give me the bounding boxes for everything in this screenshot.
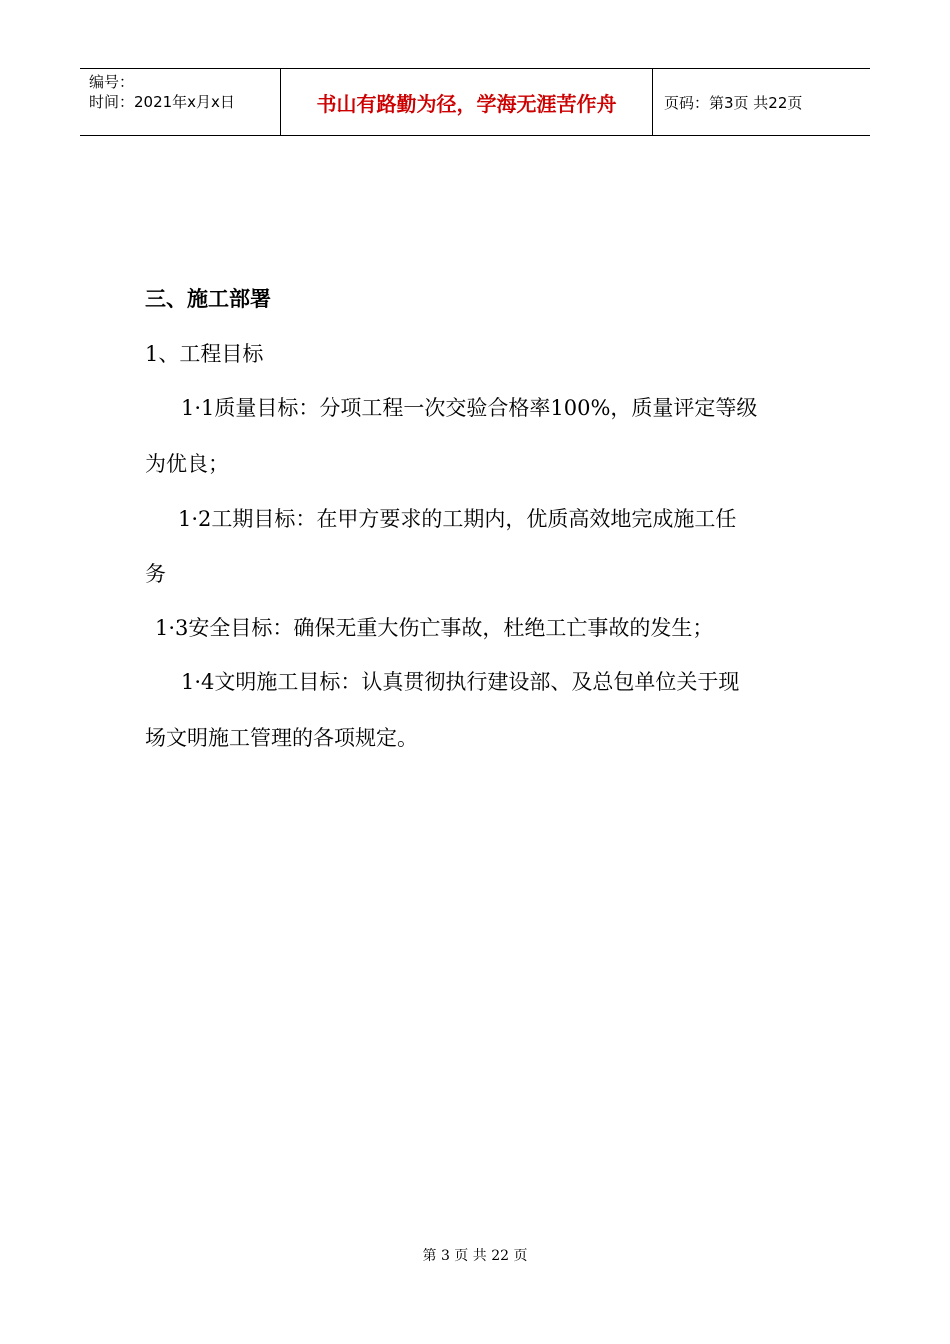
subsection-title: 1、工程目标 <box>145 342 264 366</box>
document-number-label: 编号： <box>89 73 135 91</box>
document-date: 时间：2021年x月x日 <box>89 93 235 111</box>
page-footer: 第 3 页 共 22 页 <box>422 1248 528 1264</box>
goal-quality-line-2: 为优良； <box>145 452 229 476</box>
header-motto-cell <box>281 69 653 135</box>
document-header <box>80 68 870 136</box>
header-meta-cell <box>80 69 281 135</box>
goal-safety-line-1: 1·3安全目标：确保无重大伤亡事故，杜绝工亡事故的发生； <box>155 616 714 640</box>
goal-schedule-line-2: 务 <box>145 562 166 586</box>
section-title: 三、施工部署 <box>145 287 271 311</box>
header-page-info: 页码：第3页 共22页 <box>664 93 803 112</box>
goal-civilized-line-2: 场文明施工管理的各项规定。 <box>145 726 418 750</box>
goal-schedule-line-1: 1·2工期目标：在甲方要求的工期内，优质高效地完成施工任 <box>178 507 737 531</box>
goal-quality-line-1: 1·1质量目标：分项工程一次交验合格率100%，质量评定等级 <box>181 396 758 420</box>
goal-civilized-line-1: 1·4文明施工目标：认真贯彻执行建设部、及总包单位关于现 <box>181 670 740 694</box>
header-motto: 书山有路勤为径，学海无涯苦作舟 <box>316 91 617 116</box>
header-page-cell <box>653 69 870 135</box>
